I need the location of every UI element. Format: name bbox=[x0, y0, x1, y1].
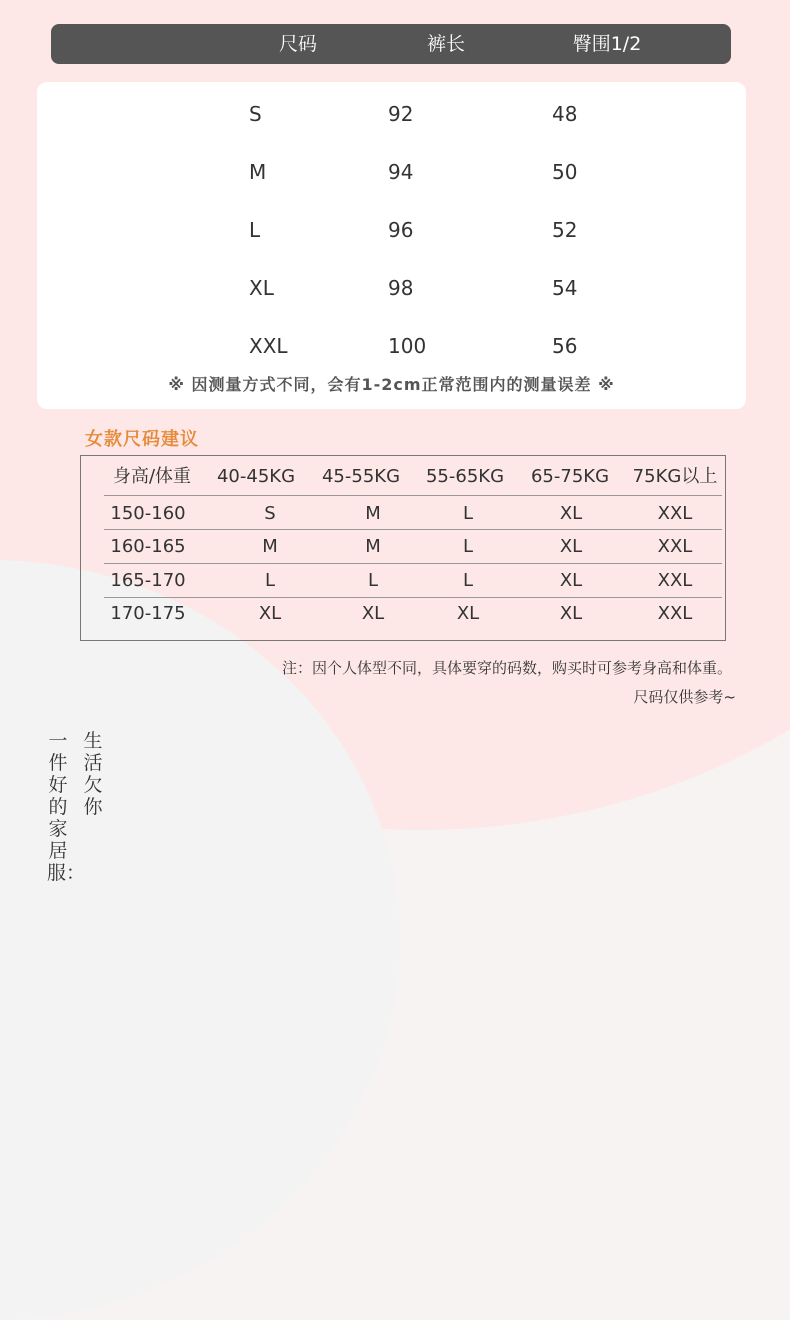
size-cell: XL bbox=[559, 536, 583, 557]
size-cell: XXL bbox=[657, 536, 693, 557]
header-cell: 75KG以上 bbox=[632, 466, 718, 487]
size-cell: S bbox=[249, 102, 262, 126]
height-cell: 150-160 bbox=[110, 503, 186, 524]
slogan-line-1: 生活欠你 bbox=[83, 730, 103, 818]
length-cell: 96 bbox=[388, 218, 414, 242]
arm-cell: 54 bbox=[552, 276, 578, 300]
size-cell: XL bbox=[361, 603, 385, 624]
length-cell: 98 bbox=[388, 276, 414, 300]
table-row bbox=[81, 597, 727, 631]
header-arm: 臀围1/2 bbox=[572, 33, 642, 55]
header-size: 尺码 bbox=[278, 33, 318, 55]
table-row bbox=[37, 94, 746, 134]
size-cell: M bbox=[365, 536, 381, 557]
size-table-body bbox=[37, 82, 746, 409]
height-cell: 170-175 bbox=[110, 603, 186, 624]
size-cell: L bbox=[462, 503, 474, 524]
women-size-table bbox=[80, 455, 726, 641]
length-cell: 94 bbox=[388, 160, 414, 184]
height-cell: 165-170 bbox=[110, 570, 186, 591]
header-cell: 45-55KG bbox=[321, 466, 401, 487]
table-row bbox=[37, 152, 746, 192]
length-cell: 92 bbox=[388, 102, 414, 126]
header-cell: 65-75KG bbox=[530, 466, 610, 487]
size-cell: L bbox=[249, 218, 261, 242]
size-cell: XL bbox=[249, 276, 274, 300]
measurement-note: ※ 因测量方式不同，会有1-2cm正常范围内的测量误差 ※ bbox=[168, 375, 615, 394]
table-row bbox=[37, 268, 746, 308]
header-cell: 55-65KG bbox=[425, 466, 505, 487]
size-cell: L bbox=[462, 570, 474, 591]
reference-footnote: 尺码仅供参考~ bbox=[633, 688, 736, 706]
row-divider bbox=[104, 495, 722, 496]
size-cell: XXL bbox=[657, 503, 693, 524]
size-cell: XL bbox=[559, 503, 583, 524]
size-cell: XL bbox=[559, 603, 583, 624]
arm-cell: 48 bbox=[552, 102, 578, 126]
size-cell: XXL bbox=[657, 570, 693, 591]
arm-cell: 52 bbox=[552, 218, 578, 242]
size-cell: M bbox=[262, 536, 278, 557]
women-size-title: 女款尺码建议 bbox=[85, 429, 199, 450]
size-cell: L bbox=[264, 570, 276, 591]
table-row bbox=[37, 210, 746, 250]
arm-cell: 50 bbox=[552, 160, 578, 184]
size-cell: M bbox=[365, 503, 381, 524]
size-cell: L bbox=[462, 536, 474, 557]
size-cell: XL bbox=[258, 603, 282, 624]
table-row bbox=[81, 530, 727, 564]
table-row bbox=[81, 564, 727, 598]
header-cell: 40-45KG bbox=[216, 466, 296, 487]
header-cell: 身高/体重 bbox=[112, 466, 192, 487]
slogan-line-2: 一件好的家居服： bbox=[47, 730, 86, 884]
size-cell: M bbox=[249, 160, 267, 184]
header-pants-length: 裤长 bbox=[426, 33, 466, 55]
height-cell: 160-165 bbox=[110, 536, 186, 557]
fit-footnote: 注：因个人体型不同，具体要穿的码数，购买时可参考身高和体重。 bbox=[281, 659, 732, 677]
arm-cell: 56 bbox=[552, 334, 578, 358]
size-cell: XXL bbox=[249, 334, 288, 358]
size-cell: L bbox=[367, 570, 379, 591]
size-cell: S bbox=[264, 503, 276, 524]
table-row bbox=[37, 326, 746, 366]
size-table-header bbox=[51, 24, 731, 64]
size-cell: XL bbox=[456, 603, 480, 624]
size-cell: XXL bbox=[657, 603, 693, 624]
size-cell: XL bbox=[559, 570, 583, 591]
table-header-row bbox=[81, 460, 727, 494]
table-row bbox=[81, 497, 727, 531]
length-cell: 100 bbox=[388, 334, 427, 358]
